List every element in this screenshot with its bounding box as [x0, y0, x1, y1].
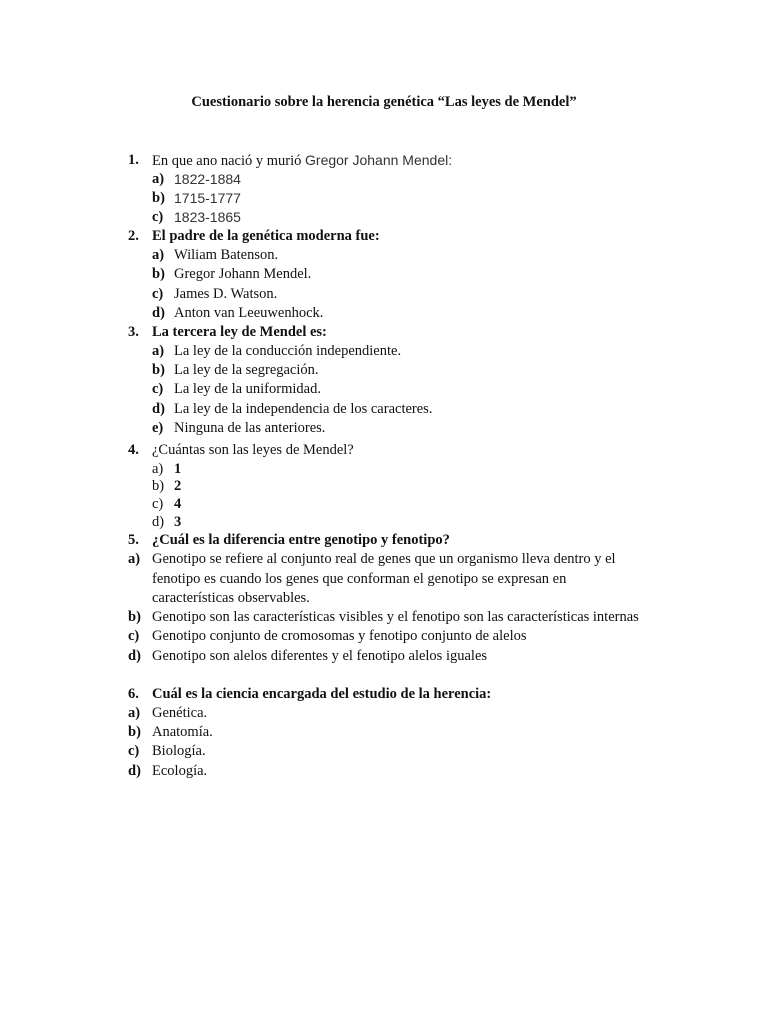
q4-option-d-text: 3: [174, 514, 182, 530]
q2-option-a-text: Wiliam Batenson.: [174, 247, 279, 263]
q2-option-c-label: c): [152, 286, 164, 302]
question-6-text: Cuál es la ciencia encargada del estudio de la herencia:: [152, 686, 492, 702]
question-3-text: La tercera ley de Mendel es:: [152, 324, 327, 340]
question-1-text: [152, 151, 452, 171]
question-2-text: El padre de la genética moderna fue:: [152, 228, 380, 244]
q4-option-c-label: c): [152, 496, 164, 512]
question-6-number: 6.: [128, 686, 139, 702]
q6-option-d-label: d): [128, 763, 141, 779]
q1-option-c-label: c): [152, 209, 164, 225]
q6-option-a-label: a): [128, 705, 141, 721]
q1-option-b-label: b): [152, 190, 165, 206]
q3-option-b-label: b): [152, 362, 165, 378]
q2-option-b-label: b): [152, 266, 165, 282]
q6-option-a-text: Genética.: [152, 705, 208, 721]
q3-option-d-text: La ley de la independencia de los caracteres.: [174, 401, 433, 417]
q4-option-d-label: d): [152, 514, 165, 530]
q3-option-e-label: e): [152, 420, 164, 436]
q5-option-a-text-line-3: características observables.: [152, 590, 310, 606]
question-1-prefix: En que ano nació y murió: [152, 153, 306, 169]
q3-option-a-label: a): [152, 343, 165, 359]
q6-option-b-label: b): [128, 724, 141, 740]
q5-option-a-text-line-1: Genotipo se refiere al conjunto real de genes que un organismo lleva dentro y el: [152, 551, 616, 567]
q5-option-a-label: a): [128, 551, 141, 567]
q4-option-a-label: a): [152, 461, 164, 477]
question-1-number: 1.: [128, 152, 139, 168]
q4-option-b-text: 2: [174, 478, 182, 494]
q2-option-c-text: James D. Watson.: [174, 286, 278, 302]
q4-option-a-text: 1: [174, 461, 182, 477]
q5-option-b-text: Genotipo son las características visibles y el fenotipo son las características internas: [152, 609, 639, 625]
q6-option-b-text: Anatomía.: [152, 724, 213, 740]
q6-option-d-text: Ecología.: [152, 763, 208, 779]
q5-option-d-text: Genotipo son alelos diferentes y el fenotipo alelos iguales: [152, 648, 488, 664]
q2-option-b-text: Gregor Johann Mendel.: [174, 266, 312, 282]
q3-option-d-label: d): [152, 401, 165, 417]
question-2-number: 2.: [128, 228, 139, 244]
q4-option-b-label: b): [152, 478, 165, 494]
q3-option-c-text: La ley de la uniformidad.: [174, 381, 321, 397]
q4-option-c-text: 4: [174, 496, 182, 512]
question-1-suffix: Gregor Johann Mendel:: [305, 152, 453, 168]
question-5-number: 5.: [128, 532, 139, 548]
q1-option-a-text: 1822-1884: [174, 171, 241, 187]
document-title: Cuestionario sobre la herencia genética “Las leyes de Mendel”: [191, 94, 577, 110]
q3-option-a-text: La ley de la conducción independiente.: [174, 343, 402, 359]
q5-option-c-text: Genotipo conjunto de cromosomas y fenotipo conjunto de alelos: [152, 628, 527, 644]
question-3-number: 3.: [128, 324, 139, 340]
question-5-text: ¿Cuál es la diferencia entre genotipo y fenotipo?: [152, 532, 450, 548]
q1-option-a-label: a): [152, 171, 165, 187]
q3-option-e-text: Ninguna de las anteriores.: [174, 420, 326, 436]
q5-option-a-text-line-2: fenotipo es cuando los genes que conforman el genotipo se expresan en: [152, 571, 567, 587]
q5-option-d-label: d): [128, 648, 141, 664]
q2-option-a-label: a): [152, 247, 165, 263]
q1-option-b-text: 1715-1777: [174, 190, 241, 206]
q6-option-c-text: Biología.: [152, 743, 206, 759]
q1-option-c-text: 1823-1865: [174, 209, 241, 225]
q2-option-d-text: Anton van Leeuwenhock.: [174, 305, 324, 321]
question-4-text: ¿Cuántas son las leyes de Mendel?: [152, 442, 354, 458]
q3-option-c-label: c): [152, 381, 164, 397]
question-4-number: 4.: [128, 442, 139, 458]
q2-option-d-label: d): [152, 305, 165, 321]
q5-option-c-label: c): [128, 628, 140, 644]
q5-option-b-label: b): [128, 609, 141, 625]
q3-option-b-text: La ley de la segregación.: [174, 362, 319, 378]
q6-option-c-label: c): [128, 743, 140, 759]
